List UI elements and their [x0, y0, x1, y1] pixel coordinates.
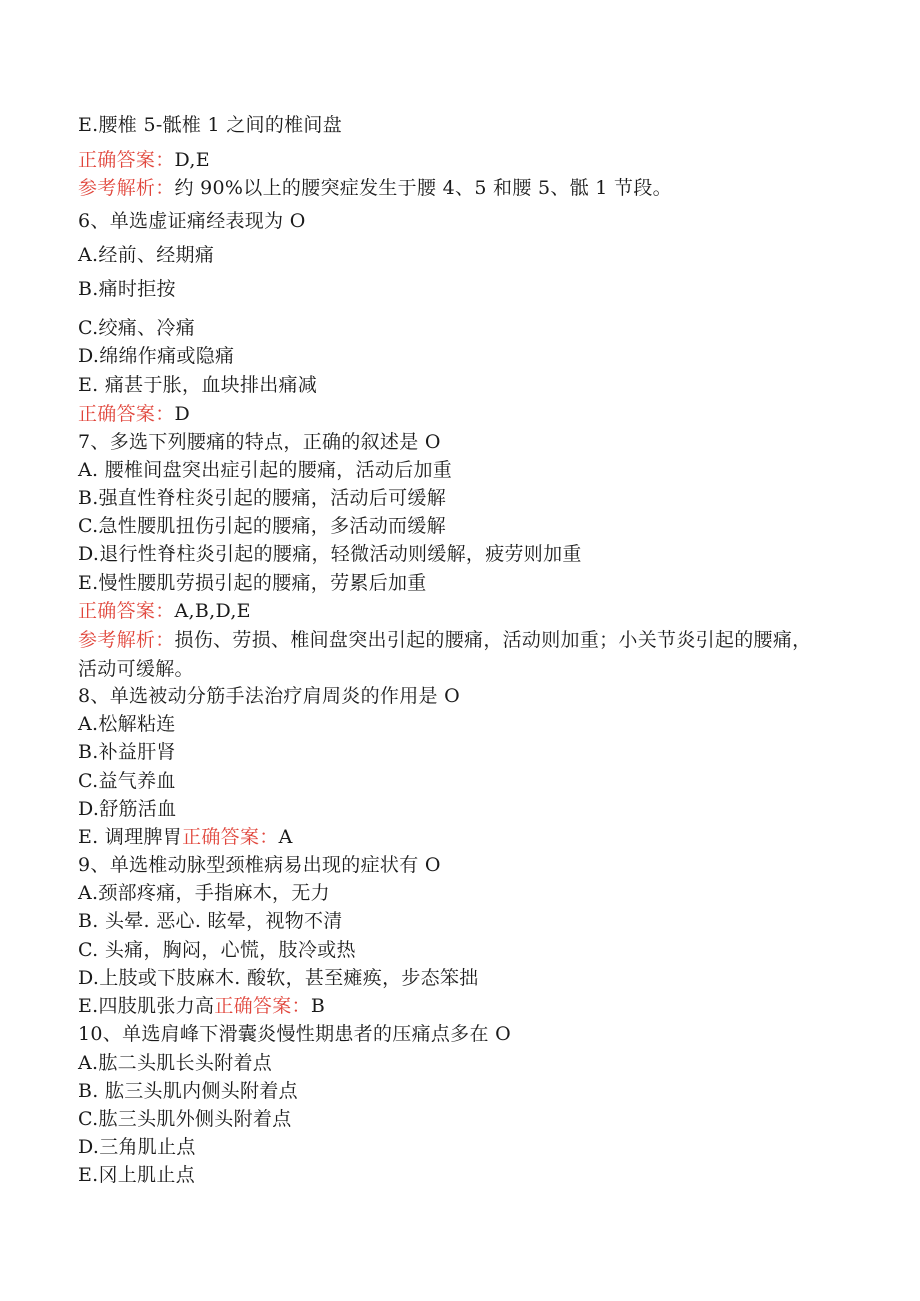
q9-option-d: D.上肢或下肢麻木. 酸软，甚至瘫痪，步态笨拙 — [78, 967, 479, 989]
answer-value: D,E — [174, 149, 210, 171]
explanation-label: 参考解析： — [78, 177, 175, 199]
q10-option-c: C.肱三头肌外侧头附着点 — [78, 1108, 292, 1130]
q10-option-e: E.冈上肌止点 — [78, 1164, 196, 1186]
q8-option-a: A.松解粘连 — [78, 713, 176, 735]
q8-question: 8、单选被动分筋手法治疗肩周炎的作用是 O — [78, 685, 461, 707]
explanation-label: 参考解析： — [78, 629, 175, 651]
q7-option-d: D.退行性脊柱炎引起的腰痛，轻微活动则缓解，疲劳则加重 — [78, 543, 582, 565]
answer-value: B — [310, 995, 326, 1017]
q7-option-b: B.强直性脊柱炎引起的腰痛，活动后可缓解 — [78, 487, 447, 509]
option-text: E.四肢肌张力高 — [78, 995, 215, 1017]
q6-answer — [78, 402, 190, 426]
q8-option-d: D.舒筋活血 — [78, 798, 177, 820]
answer-label: 正确答案： — [78, 600, 175, 622]
option-text: E. 调理脾胃 — [78, 826, 183, 848]
q9-question: 9、单选椎动脉型颈椎病易出现的症状有 O — [78, 854, 441, 876]
q8-option-b: B.补益肝肾 — [78, 741, 176, 763]
q9-option-b: B. 头晕. 恶心. 眩晕，视物不清 — [78, 910, 343, 932]
q7-option-c: C.急性腰肌扭伤引起的腰痛，多活动而缓解 — [78, 515, 446, 537]
q9-option-c: C. 头痛，胸闷，心慌，肢冷或热 — [78, 939, 356, 961]
explanation-text: 损伤、劳损、椎间盘突出引起的腰痛，活动则加重；小关节炎引起的腰痛，活动可缓解。 — [78, 629, 812, 680]
q10-option-b: B. 肱三头肌内侧头附着点 — [78, 1080, 298, 1102]
q6-option-b: B.痛时拒按 — [78, 278, 176, 300]
q7-option-e: E.慢性腰肌劳损引起的腰痛，劳累后加重 — [78, 572, 427, 594]
answer-label: 正确答案： — [182, 826, 279, 848]
q8-option-e-with-answer — [78, 825, 293, 849]
q5-explanation — [78, 176, 672, 200]
q7-question: 7、多选下列腰痛的特点，正确的叙述是 O — [78, 431, 441, 453]
q10-option-a: A.肱二头肌长头附着点 — [78, 1052, 273, 1074]
q6-option-d: D.绵绵作痛或隐痛 — [78, 345, 235, 367]
q6-option-c: C.绞痛、冷痛 — [78, 317, 196, 339]
answer-label: 正确答案： — [78, 149, 175, 171]
explanation-text: 约 90%以上的腰突症发生于腰 4、5 和腰 5、骶 1 节段。 — [174, 177, 672, 199]
q10-option-d: D.三角肌止点 — [78, 1136, 196, 1158]
q5-answer — [78, 148, 210, 172]
q7-option-a: A. 腰椎间盘突出症引起的腰痛，活动后加重 — [78, 459, 453, 481]
q6-option-e: E. 痛甚于胀，血块排出痛减 — [78, 374, 318, 396]
q5-option-e: E.腰椎 5-骶椎 1 之间的椎间盘 — [78, 114, 343, 136]
q6-question: 6、单选虚证痛经表现为 O — [78, 210, 306, 232]
q9-option-e-with-answer — [78, 994, 325, 1018]
answer-value: A — [278, 826, 293, 848]
answer-label: 正确答案： — [214, 995, 311, 1017]
answer-value: A,B,D,E — [174, 600, 251, 622]
q9-option-a: A.颈部疼痛，手指麻木，无力 — [78, 882, 330, 904]
q8-option-c: C.益气养血 — [78, 770, 176, 792]
q10-question: 10、单选肩峰下滑囊炎慢性期患者的压痛点多在 O — [78, 1023, 511, 1045]
answer-value: D — [174, 403, 191, 425]
q7-explanation — [78, 626, 818, 684]
answer-label: 正确答案： — [78, 403, 175, 425]
q7-answer — [78, 599, 251, 623]
q6-option-a: A.经前、经期痛 — [78, 244, 215, 266]
